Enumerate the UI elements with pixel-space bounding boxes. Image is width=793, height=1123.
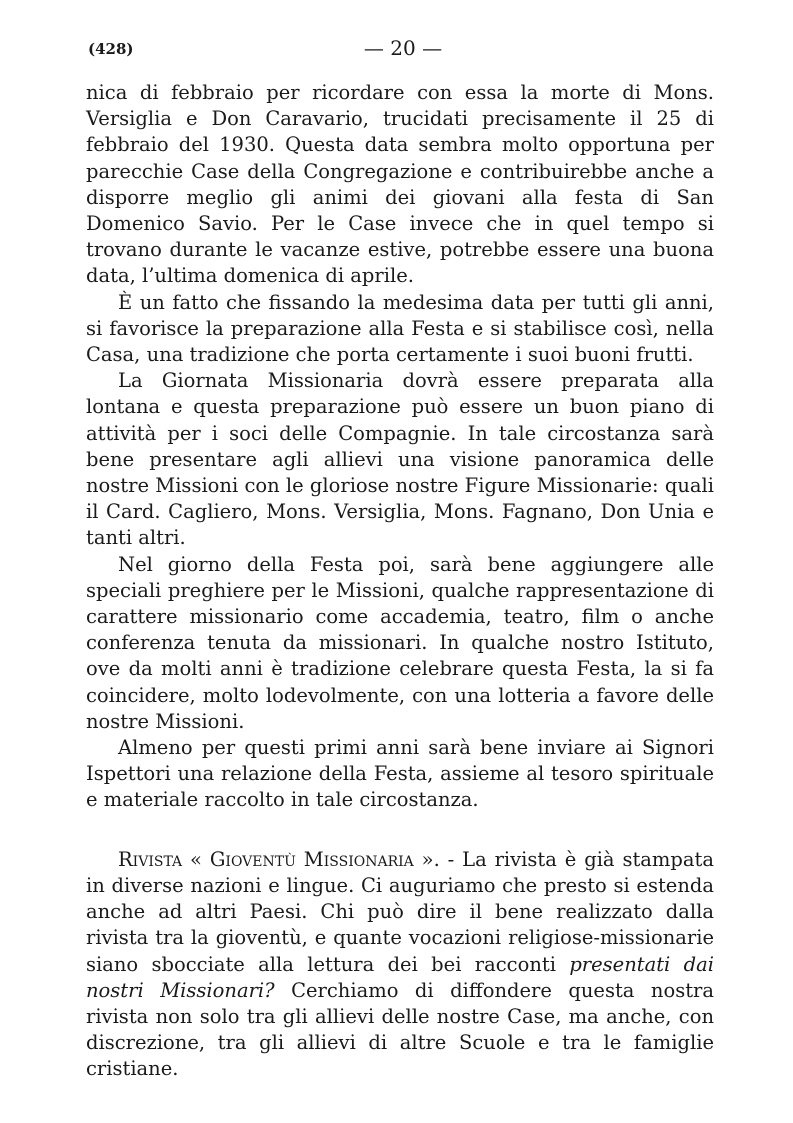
page-number: — 20 — [363,36,443,60]
document-code: (428) [88,40,134,58]
section-rivista [86,847,714,1083]
body-text [86,80,714,1083]
paragraph-report: Almeno per questi primi anni sarà bene inviare ai Signori Ispettori una relazione della Festa, assieme al tesoro spirituale e materiale raccolto in tale circostanza. [86,736,714,812]
section-heading: Rivista « Gioventù Missionaria ». [118,847,440,871]
page-header [88,36,713,64]
paragraph-preparation: La Giornata Missionaria dovrà essere preparata alla lontana e questa preparazione può essere un buon piano di attività per i soci delle Compagnie. In tale circostanza sarà bene presentare agli allievi una visione panoramica delle nostre Missioni con le gloriose nostre Figure Missionarie: quali il Card. Cagliero, Mons. Versiglia, Mons. Fagnano, Don Unia e tanti altri. [86,369,714,550]
section-text-part1: - La rivista è già stampata in diverse nazioni e lingue. Ci auguriamo che presto si estenda anche ad altri Paesi. Chi può dire il bene realizzato dalla rivista tra la gioventù, e quante vocazioni religiose-missionarie siano sbocciate alla lettura dei bei racconti [86,847,714,976]
section-italic-text: presentati dai nostri Missionari? [86,952,714,1002]
paragraph-festa-day: Nel giorno della Festa poi, sarà bene aggiungere alle speciali preghiere per le Missioni, qualche rappresentazione di carattere missionario come accademia, teatro, film o anche conferenza tenuta da missionari. In qualche nostro Istituto, ove da molti anni è tradizione celebrare questa Festa, la si fa coincidere, molto lodevolmente, con una lotteria a favore delle nostre Missioni. [86,552,714,733]
section-text-part2: Cerchiamo di diffondere questa nostra rivista non solo tra gli allievi delle nostre Case, ma anche, con discrezione, tra gli allievi di altre Scuole e tra le famiglie cristiane. [86,978,715,1081]
paragraph-fixed-date: È un fatto che fissando la medesima data per tutti gli anni, si favorisce la preparazione alla Festa e si stabilisce così, nella Casa, una tradizione che porta certamente i suoi buoni frutti. [86,290,714,367]
paragraph-continuation: nica di febbraio per ricordare con essa la morte di Mons. Versiglia e Don Caravario, trucidati precisamente il 25 di febbraio del 1930. Questa data sembra molto opportuna per parecchie Case della Congregazione e contribuirebbe anche a disporre meglio gli animi dei giovani alla festa di San Domenico Savio. Per le Case invece che in quel tempo si trovano durante le vacanze estive, potrebbe essere una buona data, l’ultima domenica di aprile. [86,81,714,288]
